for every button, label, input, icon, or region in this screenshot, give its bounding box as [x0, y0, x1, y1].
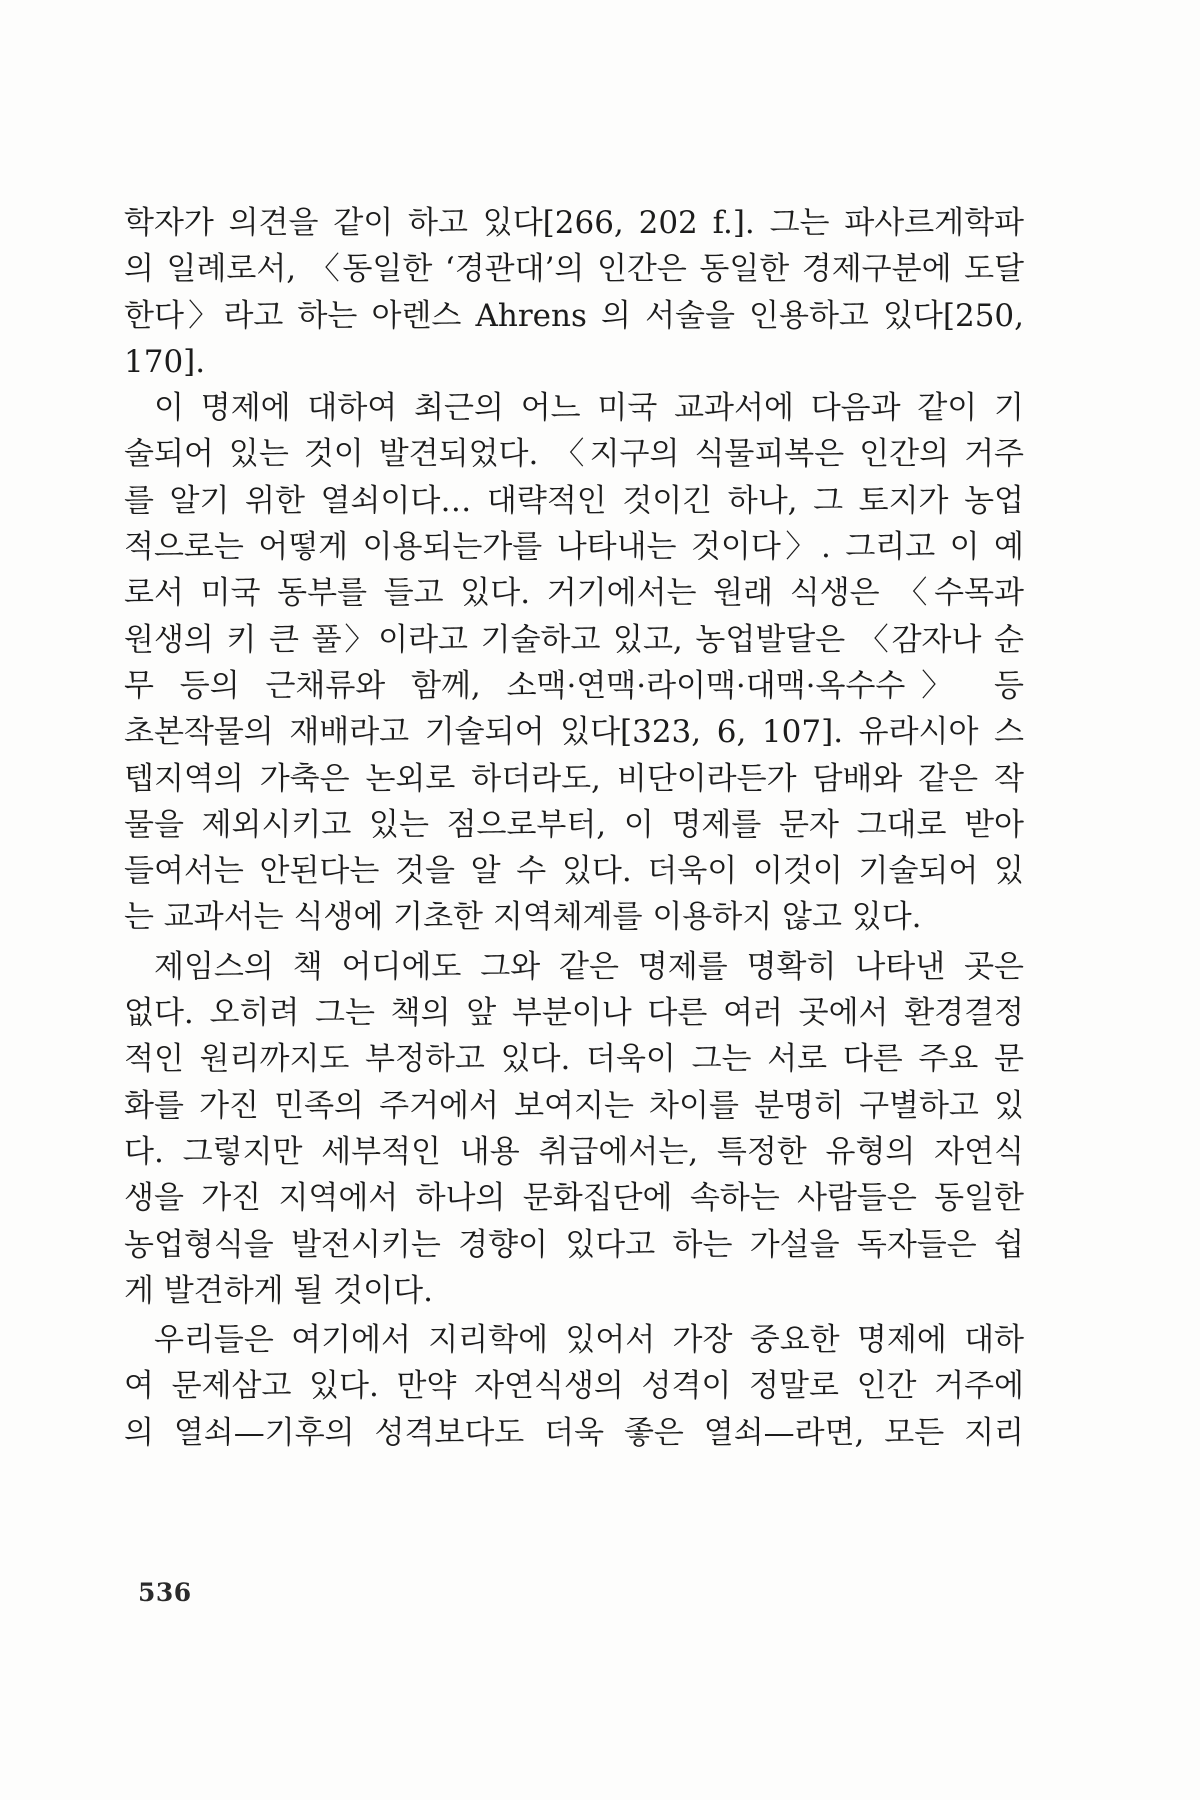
text-line: 여 문제삼고 있다. 만약 자연식생의 성격이 정말로 인간 거주에: [124, 1368, 1024, 1405]
text-line: 초본작물의 재배라고 기술되어 있다[323, 6, 107]. 유라시아 스: [124, 714, 1024, 751]
text-line: 물을 제외시키고 있는 점으로부터, 이 명제를 문자 그대로 받아: [124, 806, 1024, 843]
text-line: 게 발견하게 될 것이다.: [124, 1272, 433, 1309]
text-line: 이 명제에 대하여 최근의 어느 미국 교과서에 다음과 같이 기: [154, 390, 1024, 427]
text-line: 다. 그렇지만 세부적인 내용 취급에서는, 특정한 유형의 자연식: [124, 1133, 1024, 1170]
text-line: 우리들은 여기에서 지리학에 있어서 가장 중요한 명제에 대하: [154, 1322, 1024, 1359]
text-line: 를 알기 위한 열쇠이다… 대략적인 것이긴 하나, 그 토지가 농업: [124, 482, 1024, 519]
text-line: 학자가 의견을 같이 하고 있다[266, 202 f.]. 그는 파사르게학파: [124, 205, 1024, 241]
text-line: 없다. 오히려 그는 책의 앞 부분이나 다른 여러 곳에서 환경결정: [124, 995, 1024, 1032]
text-line: 무 등의 근채류와 함께, 소맥·연맥·라이맥·대맥·옥수수〉 등: [124, 667, 1024, 704]
text-line: 원생의 키 큰 풀〉이라고 기술하고 있고, 농업발달은 〈감자나 순: [124, 621, 1024, 658]
text-line: 로서 미국 동부를 들고 있다. 거기에서는 원래 식생은 〈수목과: [124, 575, 1024, 612]
text-line: 텝지역의 가축은 논외로 하더라도, 비단이라든가 담배와 같은 작: [124, 760, 1024, 797]
text-line: 의 일례로서, 〈동일한 ‘경관대’의 인간은 동일한 경제구분에 도달: [124, 251, 1024, 288]
page-number: 536: [138, 1578, 192, 1607]
text-line: 화를 가진 민족의 주거에서 보여지는 차이를 분명히 구별하고 있: [124, 1087, 1024, 1124]
text-line: 농업형식을 발전시키는 경향이 있다고 하는 가설을 독자들은 쉽: [124, 1226, 1024, 1263]
text-line: 170].: [124, 343, 206, 380]
text-line: 는 교과서는 식생에 기초한 지역체계를 이용하지 않고 있다.: [124, 899, 922, 936]
text-line: 의 열쇠—기후의 성격보다도 더욱 좋은 열쇠—라면, 모든 지리: [124, 1414, 1024, 1451]
text-line: 술되어 있는 것이 발견되었다. 〈지구의 식물피복은 인간의 거주: [124, 436, 1024, 473]
text-line: 들여서는 안된다는 것을 알 수 있다. 더욱이 이것이 기술되어 있: [124, 853, 1024, 890]
body-text: [124, 200, 1024, 1456]
text-line: 생을 가진 지역에서 하나의 문화집단에 속하는 사람들은 동일한: [124, 1180, 1024, 1217]
text-line: 적인 원리까지도 부정하고 있다. 더욱이 그는 서로 다른 주요 문: [124, 1041, 1024, 1078]
text-line: 제임스의 책 어디에도 그와 같은 명제를 명확히 나타낸 곳은: [154, 948, 1024, 985]
text-line: 적으로는 어떻게 이용되는가를 나타내는 것이다〉. 그리고 이 예: [124, 529, 1024, 566]
text-line: 한다〉라고 하는 아렌스 Ahrens 의 서술을 인용하고 있다[250,: [124, 297, 1024, 334]
